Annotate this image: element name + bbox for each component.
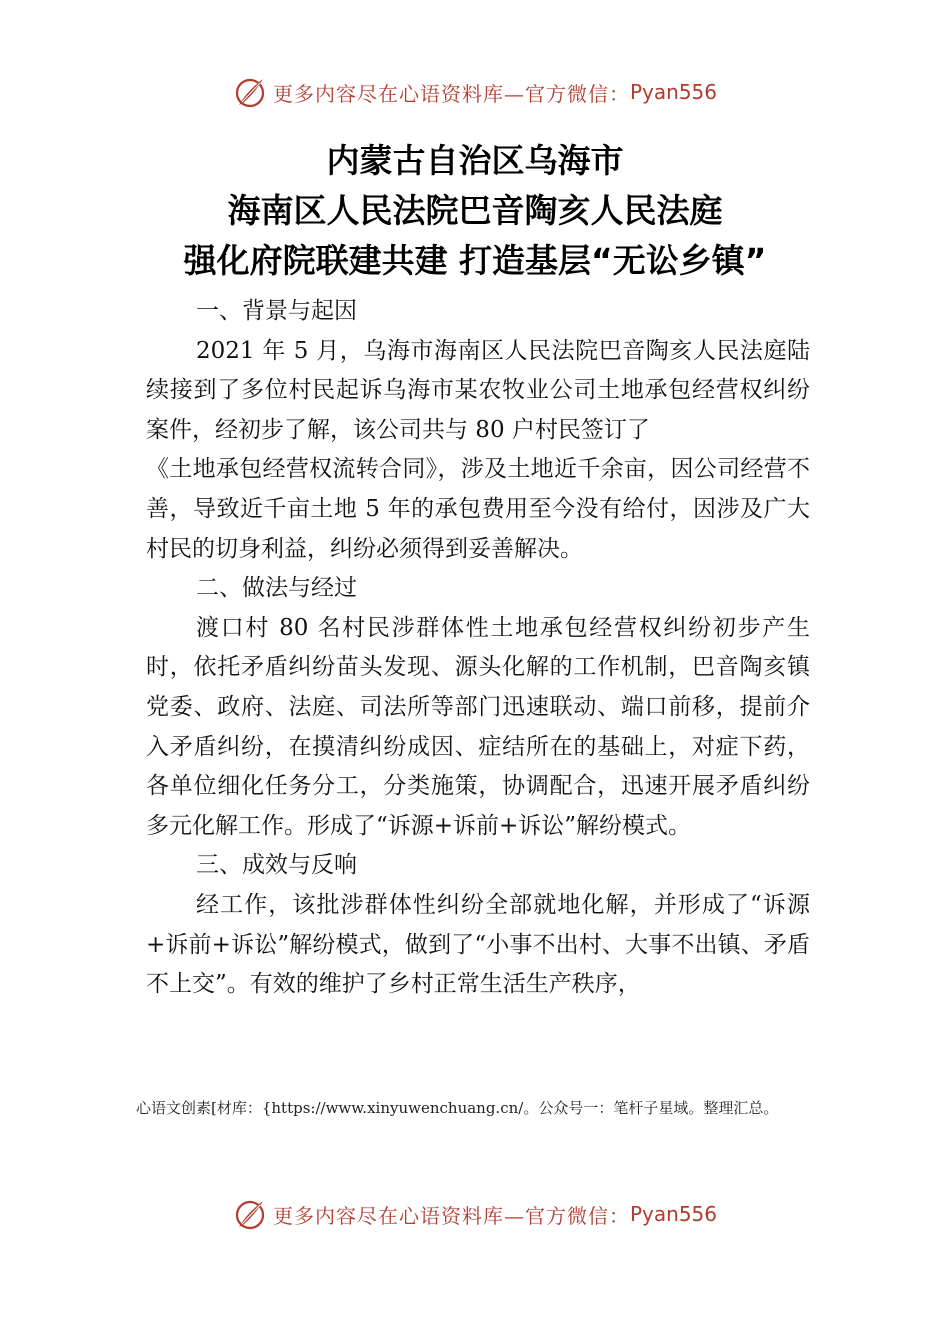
footer-banner	[0, 1192, 950, 1236]
document-title-line-1: 内蒙古自治区乌海市	[326, 141, 624, 180]
header-banner	[0, 70, 950, 114]
paragraph-process-1: 渡口村 80 名村民涉群体性土地承包经营权纠纷初步产生时，依托矛盾纠纷苗头发现、源头化解的工作机制，巴音陶亥镇党委、政府、法庭、司法所等部门迅速联动、端口前移，提前介入矛盾纠纷，在摸清纠纷成因、症结所在的基础上，对症下药，各单位细化任务分工，分类施策，协调配合，迅速开展矛盾纠纷多元化解工作。形成了“诉源+诉前+诉讼”解纷模式。	[146, 614, 810, 839]
banner-wechat-label: 官方微信：	[524, 81, 630, 106]
paragraph-results-1: 经工作，该批涉群体性纠纷全部就地化解，并形成了“诉源+诉前+诉讼”解纷模式，做到了“小事不出村、大事不出镇、矛盾不上交”。有效的维护了乡村正常生活生产秩序，	[146, 891, 810, 998]
banner-slogan: 更多内容尽在心语资料库—	[272, 81, 525, 106]
paragraph-background-1: 2021 年 5 月，乌海市海南区人民法院巴音陶亥人民法庭陆续接到了多位村民起诉乌海市某农牧业公司土地承包经营权纠纷案件，经初步了解，该公司共与 80 户村民签订了	[146, 337, 810, 443]
section-heading-process: 二、做法与经过	[196, 575, 357, 602]
quill-logo-icon	[233, 1197, 267, 1231]
paragraph-background-2: 《土地承包经营权流转合同》，涉及土地近千余亩，因公司经营不善，导致近千亩土地 5 年的承包费用至今没有给付，因涉及广大村民的切身利益，纠纷必须得到妥善解决。	[146, 456, 810, 562]
source-footnote: 心语文创素[材库：{https://www.xinyuwenchuang.cn/。公众号一：笔杆子星域。整理汇总。	[136, 1099, 779, 1117]
banner-wechat-id: Pyan556	[629, 80, 717, 104]
banner-slogan: 更多内容尽在心语资料库—	[272, 1203, 525, 1228]
document-body	[146, 292, 810, 1005]
quill-logo-icon	[233, 75, 267, 109]
banner-wechat-id: Pyan556	[629, 1202, 717, 1226]
document-title-line-2: 海南区人民法院巴音陶亥人民法庭	[227, 191, 723, 230]
document-title-line-3: 强化府院联建共建 打造基层“无讼乡镇”	[183, 241, 767, 280]
section-heading-background: 一、背景与起因	[196, 298, 357, 324]
banner-wechat-label: 官方微信：	[524, 1203, 630, 1228]
section-heading-results: 三、成效与反响	[196, 852, 357, 879]
